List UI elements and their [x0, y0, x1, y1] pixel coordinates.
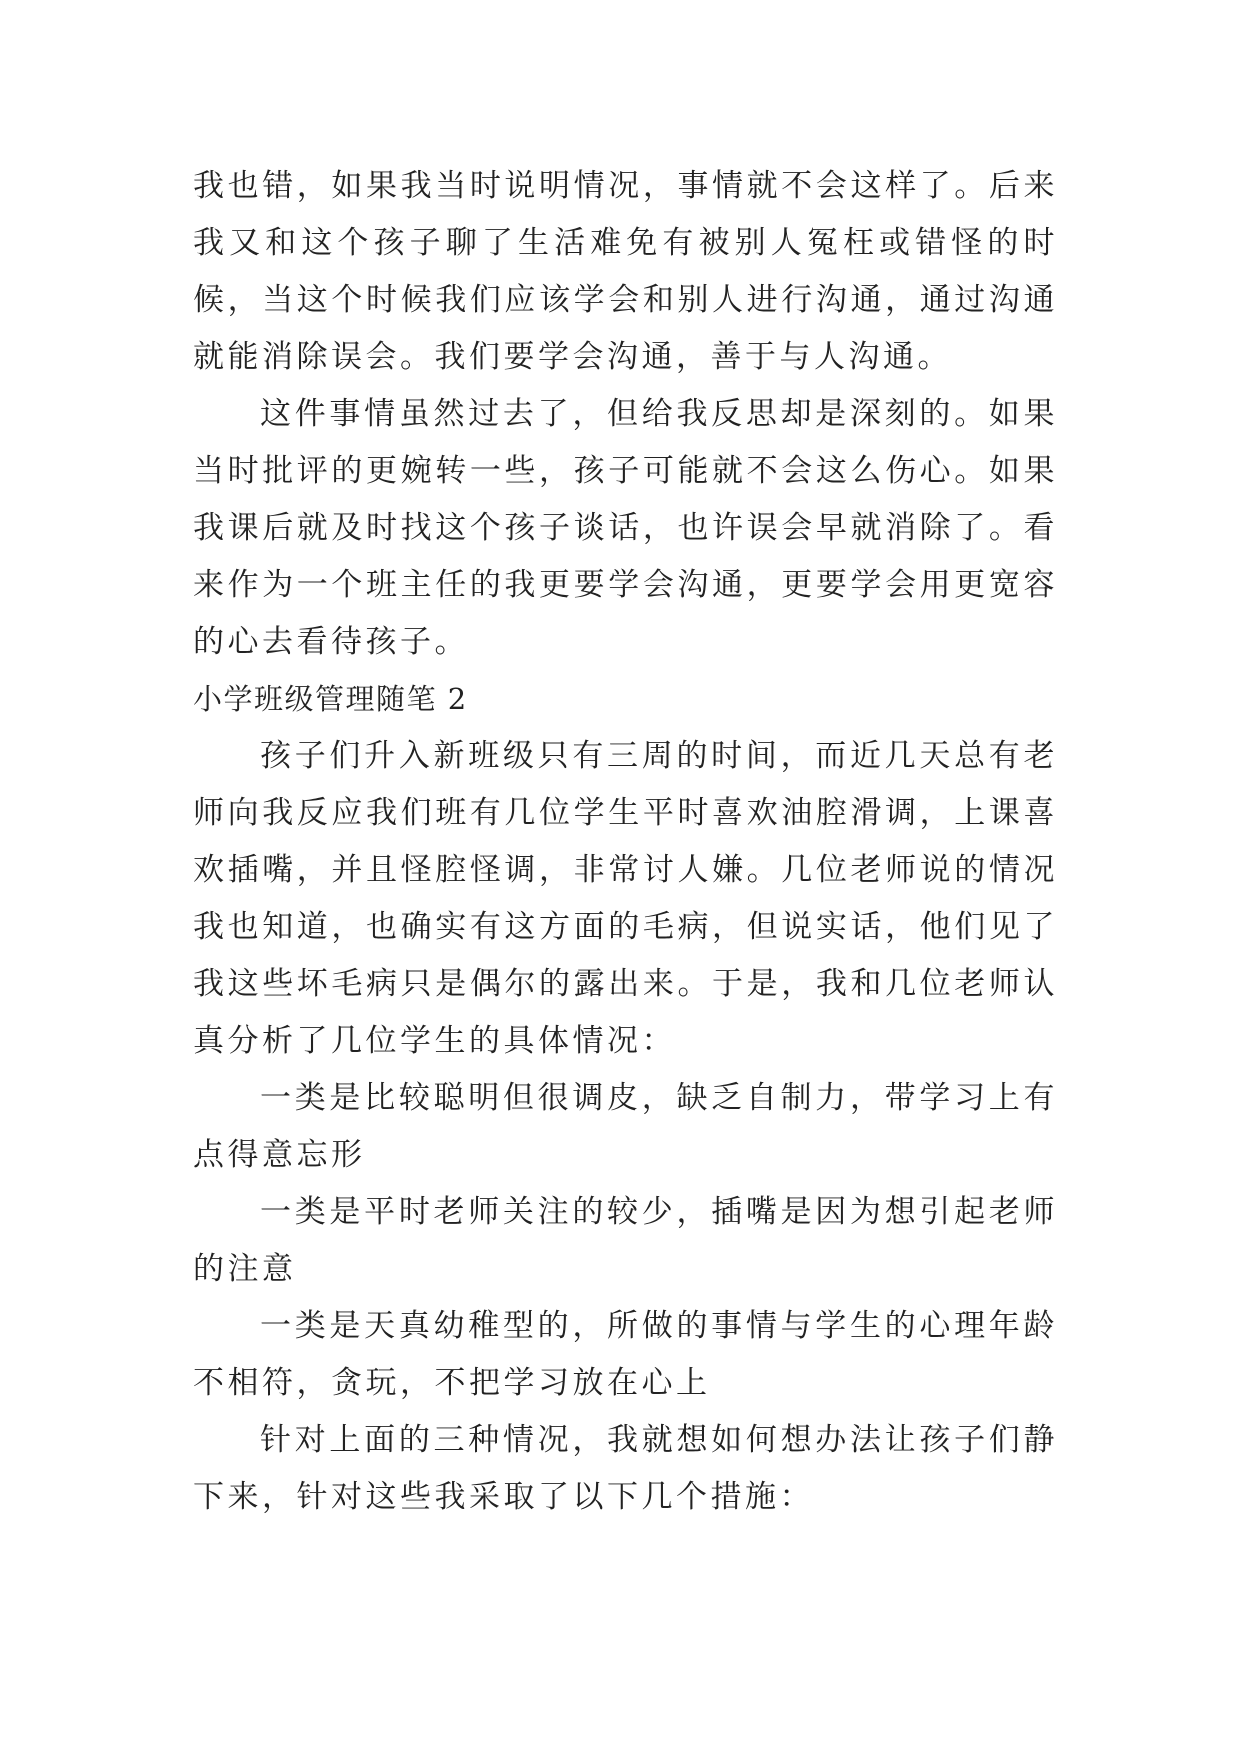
section-paragraph-1: 孩子们升入新班级只有三周的时间，而近几天总有老师向我反应我们班有几位学生平时喜欢油腔滑调，上课喜欢插嘴，并且怪腔怪调，非常讨人嫌。几位老师说的情况我也知道，也确实有这方面的毛病，但说实话，他们见了我这些坏毛病只是偶尔的露出来。于是，我和几位老师认真分析了几位学生的具体情况：: [193, 738, 1058, 1059]
document-page: [193, 158, 1058, 1526]
paragraph-2: 这件事情虽然过去了，但给我反思却是深刻的。如果当时批评的更婉转一些，孩子可能就不会这么伤心。如果我课后就及时找这个孩子谈话，也许误会早就消除了。看来作为一个班主任的我更要学会沟通，更要学会用更宽容的心去看待孩子。: [193, 396, 1058, 660]
paragraph-1: 我也错，如果我当时说明情况，事情就不会这样了。后来我又和这个孩子聊了生活难免有被别人冤枉或错怪的时候，当这个时候我们应该学会和别人进行沟通，通过沟通就能消除误会。我们要学会沟通，善于与人沟通。: [193, 168, 1058, 375]
section-paragraph-4: 一类是天真幼稚型的，所做的事情与学生的心理年龄不相符，贪玩，不把学习放在心上: [193, 1308, 1058, 1401]
section-paragraph-3: 一类是平时老师关注的较少，插嘴是因为想引起老师的注意: [193, 1194, 1058, 1287]
section-title: 小学班级管理随笔 2: [193, 682, 468, 716]
section-paragraph-5: 针对上面的三种情况，我就想如何想办法让孩子们静下来，针对这些我采取了以下几个措施：: [193, 1422, 1058, 1515]
section-paragraph-2: 一类是比较聪明但很调皮，缺乏自制力，带学习上有点得意忘形: [193, 1080, 1058, 1173]
